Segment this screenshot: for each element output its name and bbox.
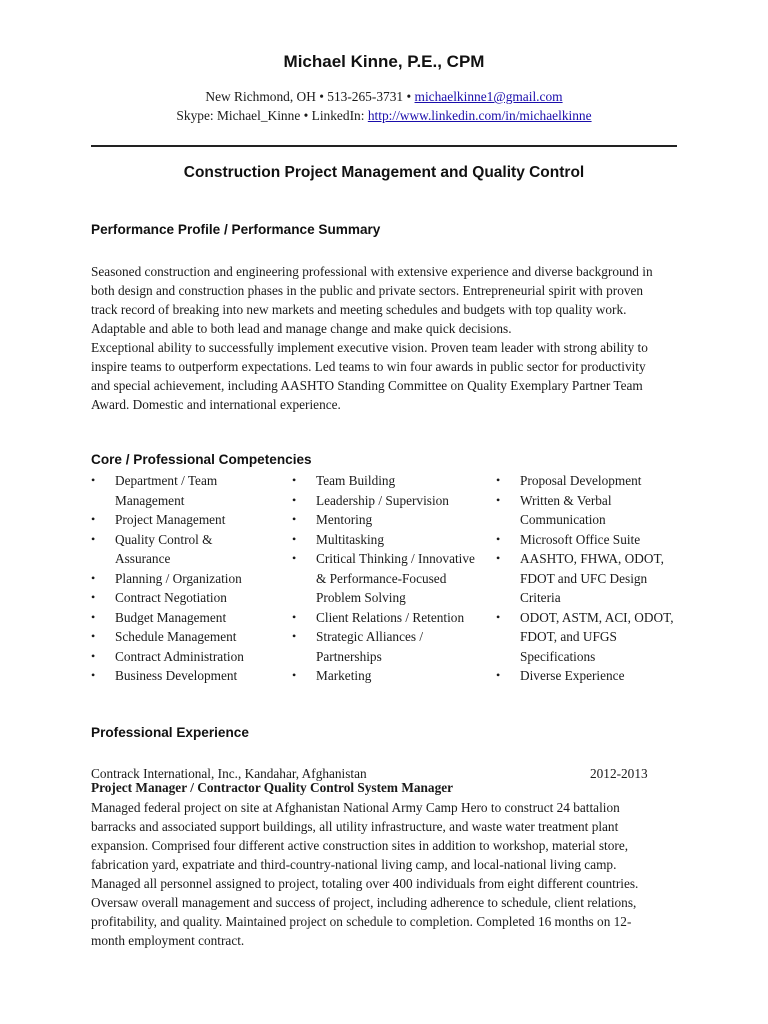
job-dates: 2012-2013 [590, 766, 648, 781]
summary-line: and special achievement, including AASHTO Standing Committee on Quality Exemplary Partner Team [91, 378, 643, 393]
competency-item: • Team Building [292, 471, 482, 491]
summary-line: Adaptable and able to both lead and manage change and make quick decisions. [91, 321, 512, 336]
summary-line: Award. Domestic and international experience. [91, 397, 341, 412]
summary-line: inspire teams to outperform expectations. Led teams to win four awards in public sector for productivity [91, 359, 646, 374]
competency-item: • Marketing [292, 666, 482, 686]
summary-paragraph [91, 262, 678, 414]
job-description-line: Oversaw overall management and success of project, including adherence to schedule, client relations, [91, 895, 637, 910]
skype-label: Skype: Michael_Kinne • LinkedIn: [176, 108, 365, 123]
competency-item: • Microsoft Office Suite [496, 530, 682, 550]
competency-item: • Business Development [91, 666, 261, 686]
job-description-line: profitability, and quality. Maintained project on schedule to completion. Completed 16 months on 12- [91, 914, 632, 929]
summary-line: track record of breaking into new markets and meeting schedules and budgets with top quality work. [91, 302, 627, 317]
location-phone: New Richmond, OH • 513-265-3731 • [205, 89, 412, 104]
job-description-line: month employment contract. [91, 933, 245, 948]
competency-item: • Budget Management [91, 608, 261, 628]
competency-item: • Written & Verbal Communication [496, 491, 682, 530]
job-description-line: barracks and associated support buildings, all utility infrastructure, and waste water treatment plant [91, 819, 619, 834]
header-divider [91, 145, 677, 147]
competency-item: • Schedule Management [91, 627, 261, 647]
competency-item: • Project Management [91, 510, 261, 530]
linkedin-link[interactable]: http://www.linkedin.com/in/michaelkinne [367, 108, 592, 123]
competency-item: • Critical Thinking / Innovative & Performance-Focused Problem Solving [292, 549, 482, 608]
experience-heading: Professional Experience [91, 725, 249, 740]
competencies-column-3 [496, 471, 682, 686]
competency-item: • Leadership / Supervision [292, 491, 482, 511]
competency-item: • Quality Control & Assurance [91, 530, 261, 569]
contact-line-2 [0, 107, 768, 125]
summary-line: Exceptional ability to successfully implement executive vision. Proven team leader with strong ability to [91, 340, 648, 355]
email-link[interactable]: michaelkinne1@gmail.com [414, 89, 563, 104]
competency-item: • Multitasking [292, 530, 482, 550]
competency-item: • Contract Administration [91, 647, 261, 667]
summary-heading: Performance Profile / Performance Summary [91, 222, 381, 237]
job-description-line: fabrication yard, expatriate and third-country-national living camp, and local-national living camp. [91, 857, 617, 872]
competency-item: • Planning / Organization [91, 569, 261, 589]
job-description [91, 798, 678, 950]
competency-item: • Department / Team Management [91, 471, 261, 510]
competencies-column-2 [292, 471, 482, 686]
job-description-line: Managed all personnel assigned to project, totaling over 400 individuals from eight different countries. [91, 876, 639, 891]
competency-item: • Strategic Alliances / Partnerships [292, 627, 482, 666]
document-title: Construction Project Management and Quality Control [183, 164, 585, 181]
competency-item: • AASHTO, FHWA, ODOT, FDOT and UFC Design Criteria [496, 549, 682, 608]
competency-item: • Proposal Development [496, 471, 682, 491]
job-description-line: Managed federal project on site at Afghanistan National Army Camp Hero to construct 24 battalion [91, 800, 620, 815]
job-title: Project Manager / Contractor Quality Control System Manager [91, 780, 454, 795]
competency-item: • Contract Negotiation [91, 588, 261, 608]
competency-item: • Client Relations / Retention [292, 608, 482, 628]
competencies-column-1 [91, 471, 261, 686]
competency-item: • Mentoring [292, 510, 482, 530]
employer: Contrack International, Inc., Kandahar, Afghanistan [91, 766, 367, 781]
competency-item: • ODOT, ASTM, ACI, ODOT, FDOT, and UFGS Specifications [496, 608, 682, 667]
candidate-name: Michael Kinne, P.E., CPM [283, 52, 485, 71]
summary-line: Seasoned construction and engineering professional with extensive experience and diverse background in [91, 264, 653, 279]
job-description-line: expansion. Comprised four different active construction sites in addition to workshop, material store, [91, 838, 629, 853]
competencies-heading: Core / Professional Competencies [91, 452, 312, 467]
competency-item: • Diverse Experience [496, 666, 682, 686]
summary-line: both design and construction phases in the public and private sectors. Entrepreneurial spirit with proven [91, 283, 644, 298]
contact-line-1 [0, 88, 768, 106]
